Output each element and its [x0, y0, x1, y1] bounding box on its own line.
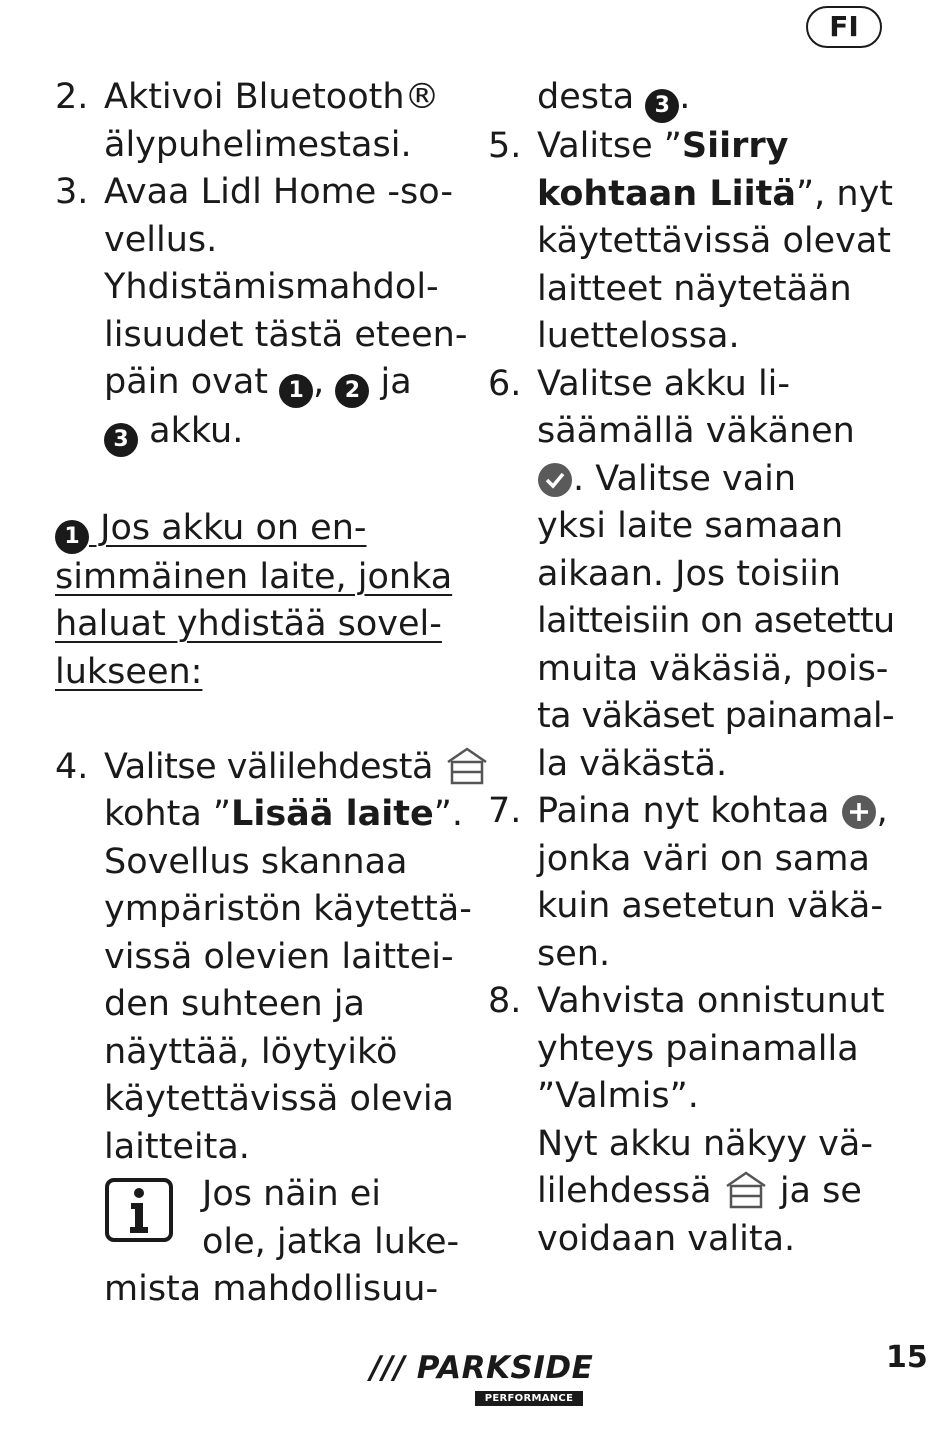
text-fragment: akku. — [138, 411, 244, 451]
text-fragment: lilehdessä — [537, 1171, 723, 1211]
step-text: näyttää, löytyikö — [104, 1031, 398, 1072]
step-number: 4. — [55, 746, 89, 787]
number-bullet-1: 1 — [279, 374, 313, 408]
text-fragment: . — [679, 77, 691, 117]
step-text: Valitse akku li- — [537, 363, 791, 404]
step-text — [104, 744, 455, 792]
step-text — [104, 791, 463, 839]
text-fragment: ”. — [433, 794, 463, 834]
check-circle-icon — [537, 462, 573, 498]
step-text: vellus. — [104, 219, 218, 260]
text-fragment: . Valitse vain — [573, 458, 797, 499]
step-3 — [55, 169, 468, 457]
text-fragment: Valitse välilehdestä — [104, 746, 444, 787]
number-bullet-2: 2 — [335, 374, 369, 408]
step-text — [537, 1168, 908, 1216]
step-text: laitteisiin on asetettu — [537, 601, 895, 641]
text-fragment: ja se — [768, 1171, 862, 1211]
step-text: muita väkäsiä, pois- — [537, 648, 889, 689]
step-text — [104, 359, 455, 408]
logo-wordmark: /// PARKSIDE — [370, 1350, 594, 1386]
number-bullet-1: 1 — [55, 520, 89, 554]
step-text: käytettävissä olevat — [537, 221, 891, 261]
step-text: Sovellus skannaa — [104, 841, 408, 882]
step-number: 5. — [488, 126, 522, 166]
left-column — [55, 74, 472, 1314]
step-7 — [488, 788, 908, 978]
step-text: laitteet näytetään — [537, 268, 852, 309]
step-5 — [488, 123, 908, 361]
step-text: Nyt akku näkyy vä- — [537, 1123, 873, 1164]
step-text: älypuhelimestasi. — [104, 124, 412, 165]
page-number: 15 — [886, 1340, 928, 1375]
step-text: den suhteen ja — [104, 984, 365, 1024]
step-2 — [55, 74, 455, 169]
step-text: käytettävissä olevia — [104, 1079, 454, 1119]
info-icon — [104, 1177, 174, 1243]
text-fragment: Jos akku on en- — [89, 507, 367, 548]
step-text: lisuudet tästä eteen- — [104, 314, 468, 355]
step-text: sen. — [537, 933, 611, 974]
text-fragment: Valitse ” — [537, 126, 682, 166]
step-text: vissä olevien laittei- — [104, 936, 454, 977]
bold-term: Siirry — [681, 126, 789, 166]
heading-line — [55, 505, 455, 554]
brand-logo — [370, 1350, 594, 1410]
heading-line: simmäinen laite, jonka — [55, 556, 453, 597]
text-fragment: ”, nyt — [796, 173, 894, 214]
step-text — [537, 456, 908, 504]
step-text: voidaan valita. — [537, 1218, 796, 1259]
text-fragment: kohta ” — [104, 794, 232, 834]
info-text: ole, jatka luke- — [202, 1221, 460, 1262]
text-fragment: , — [313, 362, 336, 402]
step-number: 3. — [55, 172, 89, 212]
step-6 — [488, 361, 908, 789]
logo-subtitle: PERFORMANCE — [475, 1391, 583, 1406]
text-fragment: , — [876, 791, 888, 831]
step-text: kuin asetetun väkä- — [537, 886, 883, 926]
step-text: Vahvista onnistunut — [537, 981, 885, 1021]
text-fragment: desta — [537, 77, 646, 117]
step-text: luettelossa. — [537, 316, 740, 356]
section-heading — [55, 505, 455, 697]
step-text: aikaan. Jos toisiin — [537, 553, 841, 594]
step-text: jonka väri on sama — [537, 838, 870, 879]
bold-term: kohtaan Liitä — [537, 173, 797, 214]
step-text: laitteita. — [104, 1126, 250, 1167]
step-8 — [488, 978, 908, 1263]
step-text: ”Valmis”. — [537, 1076, 699, 1116]
plus-circle-icon — [841, 794, 877, 830]
step-number: 6. — [488, 363, 522, 404]
language-badge: FI — [806, 6, 882, 48]
step-text — [537, 788, 908, 836]
info-text: Jos näin ei — [202, 1174, 382, 1214]
home-icon — [444, 746, 490, 786]
number-bullet-3: 3 — [645, 89, 679, 123]
step-number: 2. — [55, 77, 89, 117]
step-number: 7. — [488, 791, 522, 831]
step-4-continued — [488, 74, 908, 123]
step-text: la väkästä. — [537, 743, 728, 784]
step-text — [537, 123, 908, 171]
step-text — [537, 171, 908, 219]
step-text: yksi laite samaan — [537, 506, 844, 546]
heading-line: lukseen: — [55, 651, 203, 692]
home-icon — [723, 1170, 769, 1210]
step-text — [104, 408, 455, 457]
bold-term: Lisää laite — [231, 794, 434, 834]
info-note — [104, 1171, 460, 1266]
step-text: Yhdistämismahdol- — [104, 267, 439, 307]
step-text: ympäristön käytettä- — [104, 889, 472, 929]
step-text: Avaa Lidl Home -so- — [104, 172, 453, 212]
number-bullet-3: 3 — [104, 423, 138, 457]
heading-line: haluat yhdistää sovel- — [55, 604, 442, 644]
step-number: 8. — [488, 981, 522, 1021]
text-fragment: ja — [369, 362, 412, 402]
step-text: yhteys painamalla — [537, 1028, 859, 1069]
step-4 — [55, 744, 472, 1314]
step-text: ta väkäset painamal- — [537, 696, 895, 736]
text-fragment: Paina nyt kohtaa — [537, 791, 841, 831]
step-text: Aktivoi Bluetooth® — [104, 77, 440, 117]
right-column — [488, 74, 908, 1263]
text-fragment: päin ovat — [104, 362, 280, 402]
step-text: säämällä väkänen — [537, 411, 855, 451]
step-text — [537, 74, 908, 123]
info-text: mista mahdollisuu- — [104, 1269, 439, 1309]
